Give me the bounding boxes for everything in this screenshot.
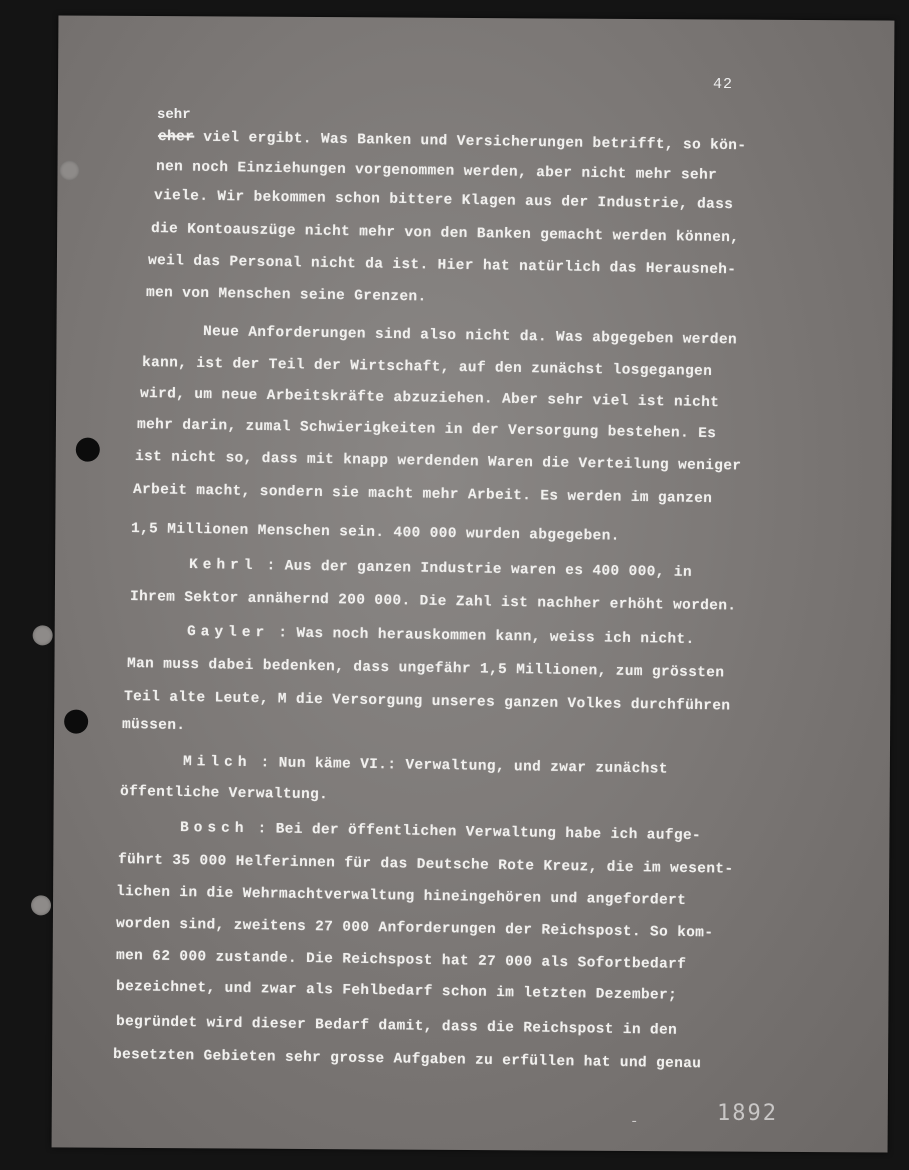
speaker-name: Gayler	[186, 624, 270, 642]
text-line: ist nicht so, dass mit knapp werdenden Waren die Verteilung weniger	[134, 449, 742, 475]
text-line: mehr darin, zumal Schwierigkeiten in der Versorgung bestehen. Es	[136, 417, 717, 443]
text-line: men 62 000 zustande. Die Reichspost hat 27 000 als Sofortbedarf	[115, 948, 687, 973]
text-line: Gayler : Was noch herauskommen kann, weiss ich nicht.	[186, 624, 695, 648]
text-line: lichen in die Wehrmachtverwaltung hineingehören und angefordert	[115, 884, 687, 909]
punch-hole	[64, 710, 88, 734]
page-number: 42	[713, 76, 734, 93]
punch-hole	[59, 160, 79, 180]
text-line: weil das Personal nicht da ist. Hier hat natürlich das Herausneh-	[147, 253, 737, 279]
text-line: wird, um neue Arbeitskräfte abzuziehen. Aber sehr viel ist nicht	[139, 386, 720, 412]
text-line: bezeichnet, und zwar als Fehlbedarf schon im letzten Dezember;	[115, 979, 678, 1004]
text-line: Kehrl : Aus der ganzen Industrie waren es 400 000, in	[188, 557, 693, 581]
struck-word: eher	[157, 129, 195, 146]
text-line: men von Menschen seine Grenzen.	[145, 285, 427, 306]
text-line: Man muss dabei bedenken, dass ungefähr 1,5 Millionen, zum grössten	[126, 656, 725, 682]
text-line: die Kontoauszüge nicht mehr von den Banken gemacht werden können,	[150, 221, 740, 247]
text-line: Ihrem Sektor annähernd 200 000. Die Zahl ist nachher erhöht worden.	[129, 589, 737, 615]
text-line: führt 35 000 Helferinnen für das Deutsche Rote Kreuz, die im wesent-	[117, 852, 734, 878]
text-line: viele. Wir bekommen schon bittere Klagen aus der Industrie, dass	[153, 188, 734, 214]
archive-stamp-number: 1892	[717, 1101, 778, 1126]
handwritten-insertion: sehr	[157, 107, 191, 123]
text-line: Milch : Nun käme VI.: Verwaltung, und zwar zunächst	[182, 754, 668, 778]
text-line: kann, ist der Teil der Wirtschaft, auf den zunächst losgegangen	[141, 355, 713, 380]
speaker-name: Kehrl	[188, 557, 258, 575]
text-line: 1,5 Millionen Menschen sein. 400 000 wurden abgegeben.	[130, 521, 620, 545]
text-line: müssen.	[121, 717, 186, 734]
punch-hole	[76, 438, 100, 462]
punch-hole	[33, 625, 53, 645]
text-line: öffentliche Verwaltung.	[119, 784, 329, 804]
text-line: worden sind, zweitens 27 000 Anforderungen der Reichspost. So kom-	[115, 916, 714, 942]
text-line: begründet wird dieser Bedarf damit, dass die Reichspost in den	[115, 1014, 678, 1039]
text-line: nen noch Einziehungen vorgenommen werden, aber nicht mehr sehr	[155, 159, 718, 184]
stray-mark: -	[630, 1114, 639, 1130]
text-line: Neue Anforderungen sind also nicht da. Was abgegeben werden	[202, 324, 738, 349]
text-line: Bosch : Bei der öffentlichen Verwaltung habe ich aufge-	[179, 820, 702, 845]
punch-hole	[31, 895, 51, 915]
text-line: besetzten Gebieten sehr grosse Aufgaben zu erfüllen hat und genau	[112, 1047, 702, 1073]
speaker-name: Milch	[182, 754, 252, 772]
text-line: Teil alte Leute, M die Versorgung unseres ganzen Volkes durchführen	[123, 689, 731, 715]
text-line: eher viel ergibt. Was Banken und Versicherungen betrifft, so kön-	[157, 129, 747, 155]
text-line: Arbeit macht, sondern sie macht mehr Arbeit. Es werden im ganzen	[132, 482, 713, 508]
speaker-name: Bosch	[179, 820, 249, 838]
